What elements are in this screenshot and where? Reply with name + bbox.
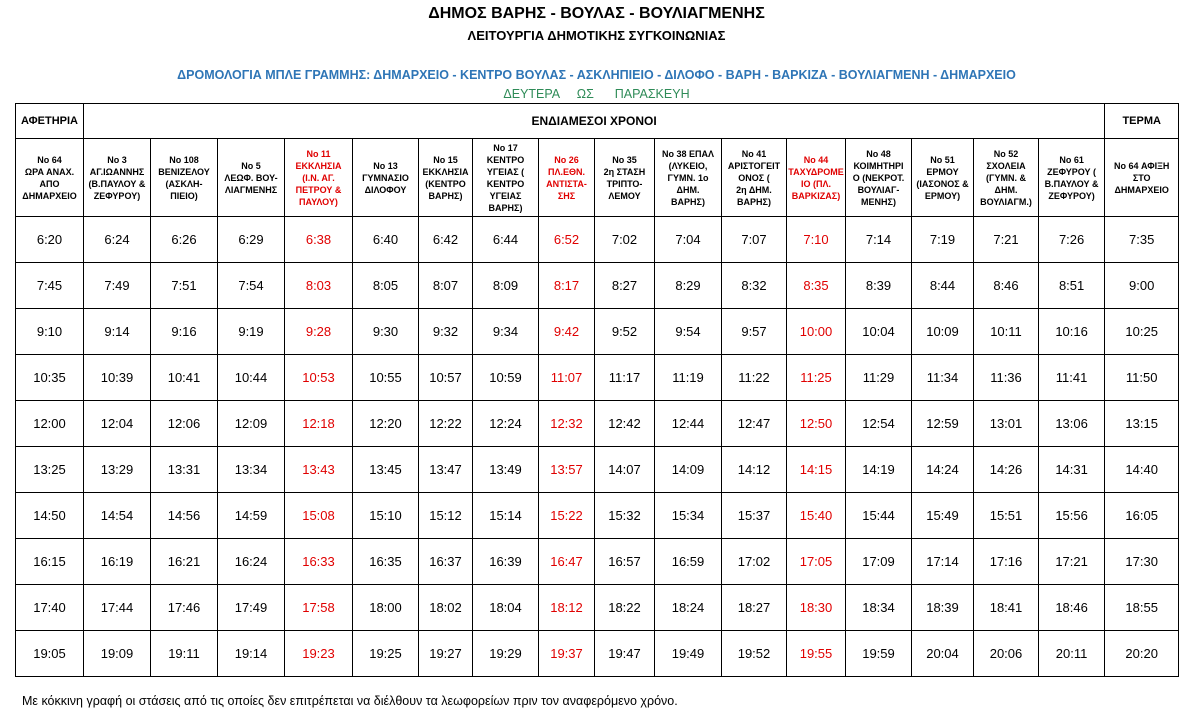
stop-header-line: ΠΛ.ΕΘΝ. (547, 166, 585, 177)
stop-header-line: ΒΑΡΗΣ) (737, 196, 771, 207)
stop-header-line: ΛΕΩΦ. ΒΟΥ- (224, 172, 278, 183)
time-cell: 7:21 (974, 217, 1039, 263)
time-cell: 13:25 (16, 447, 84, 493)
stop-header-line: ΕΡΜΟΥ) (924, 190, 961, 201)
stop-header-line: ΚΟΙΜΗΤΗΡΙ (853, 160, 904, 171)
time-row (16, 263, 1179, 309)
stop-header-line: ΩΡΑ ΑΝΑΧ. (24, 166, 75, 177)
time-cell: 7:02 (595, 217, 655, 263)
stop-header-line: No 11 (306, 148, 331, 159)
time-cell: 19:29 (473, 631, 539, 677)
stop-header-line: ΜΕΝΗΣ) (861, 196, 896, 207)
time-cell: 8:51 (1039, 263, 1105, 309)
stop-header-line: ΖΕΦΥΡΟΥ ( (1047, 166, 1097, 177)
time-row (16, 631, 1179, 677)
time-cell: 7:51 (151, 263, 218, 309)
stop-header-line: ΑΡΙΣΤΟΓΕΙΤ (727, 160, 781, 171)
time-cell: 16:39 (473, 539, 539, 585)
stop-header-line: ΒΕΝΙΖΕΛΟΥ (158, 166, 210, 177)
time-cell: 16:47 (539, 539, 595, 585)
stop-header-line: ΑΓ.ΙΩΑΝΝΗΣ (89, 166, 145, 177)
time-cell: 14:09 (655, 447, 722, 493)
time-cell: 10:00 (787, 309, 846, 355)
time-cell: 9:57 (722, 309, 787, 355)
time-cell: 13:49 (473, 447, 539, 493)
stop-header-line: No 3 (107, 154, 127, 165)
time-cell: 10:09 (912, 309, 974, 355)
stop-header-line: ΛΕΜΟΥ (608, 190, 641, 201)
time-cell: 7:49 (84, 263, 151, 309)
time-cell: 9:14 (84, 309, 151, 355)
time-cell: 15:14 (473, 493, 539, 539)
time-row (16, 401, 1179, 447)
time-cell: 15:22 (539, 493, 595, 539)
time-cell: 17:49 (218, 585, 285, 631)
stop-header-cell (353, 139, 419, 217)
stop-header-line: ΕΚΚΛΗΣΙΑ (422, 166, 469, 177)
time-cell: 9:32 (419, 309, 473, 355)
stop-header-line: ΣΗΣ (557, 190, 576, 201)
time-cell: 17:21 (1039, 539, 1105, 585)
page-subtitle: ΛΕΙΤΟΥΡΓΙΑ ΔΗΜΟΤΙΚΗΣ ΣΥΓΚΟΙΝΩΝΙΑΣ (467, 28, 726, 43)
time-cell: 19:49 (655, 631, 722, 677)
time-cell: 7:14 (846, 217, 912, 263)
time-cell: 9:10 (16, 309, 84, 355)
time-row (16, 585, 1179, 631)
route-description: ΔΡΟΜΟΛΟΓΙΑ ΜΠΛΕ ΓΡΑΜΜΗΣ: ΔΗΜΑΡΧΕΙΟ - ΚΕΝΤΡΟ ΒΟΥΛΑΣ - ΑΣΚΛΗΠΙΕΙΟ - ΔΙΛΟΦΟ - ΒΑΡΗ - ΒΑΡΚΙΖΑ - ΒΟΥΛΙΑΓΜΕΝΗ - ΔΗΜΑΡΧΕΙΟ (177, 68, 1016, 82)
time-cell: 12:54 (846, 401, 912, 447)
stop-header-cell (285, 139, 353, 217)
time-cell: 10:55 (353, 355, 419, 401)
time-cell: 19:37 (539, 631, 595, 677)
time-cell: 19:23 (285, 631, 353, 677)
time-cell: 17:16 (974, 539, 1039, 585)
time-cell: 14:56 (151, 493, 218, 539)
time-cell: 11:22 (722, 355, 787, 401)
stop-header-line: ΓΥΜΝΑΣΙΟ (362, 172, 409, 183)
time-cell: 12:20 (353, 401, 419, 447)
time-cell: 18:30 (787, 585, 846, 631)
stop-header-line: No 52 (993, 148, 1019, 159)
stop-header-line: ΖΕΦΥΡΟΥ) (1048, 190, 1095, 201)
time-cell: 18:46 (1039, 585, 1105, 631)
stop-header-cell (539, 139, 595, 217)
stop-header-line: 2η ΣΤΑΣΗ (603, 166, 646, 177)
time-cell: 19:05 (16, 631, 84, 677)
stop-header-line: ΔΗΜ. (676, 184, 700, 195)
time-cell: 13:01 (974, 401, 1039, 447)
stop-header-line: Ο (ΝΕΚΡΟΤ. (852, 172, 905, 183)
time-cell: 9:34 (473, 309, 539, 355)
stop-header-line: ΒΟΥΛΙΑΓΜ.) (980, 196, 1032, 207)
time-cell: 12:44 (655, 401, 722, 447)
stop-header-cell (912, 139, 974, 217)
stop-header-line: (Ι.Ν. ΑΓ. (302, 172, 335, 183)
time-cell: 19:59 (846, 631, 912, 677)
time-cell: 13:45 (353, 447, 419, 493)
time-cell: 15:10 (353, 493, 419, 539)
time-cell: 17:09 (846, 539, 912, 585)
time-cell: 7:35 (1105, 217, 1179, 263)
stop-header-line: No 13 (373, 160, 398, 171)
time-cell: 18:24 (655, 585, 722, 631)
time-cell: 11:34 (912, 355, 974, 401)
stop-header-line: ΟΝΟΣ ( (738, 172, 770, 183)
stop-header-line: No 17 (493, 142, 518, 153)
time-cell: 6:20 (16, 217, 84, 263)
time-cell: 13:47 (419, 447, 473, 493)
time-cell: 8:44 (912, 263, 974, 309)
time-cell: 7:45 (16, 263, 84, 309)
stop-header-line: No 64 (37, 154, 62, 165)
footnote: Με κόκκινη γραφή οι στάσεις από τις οποίες δεν επιτρέπεται να διέλθουν τα λεωφορείων πριν τον αναφερόμενο χρόνο. (22, 694, 678, 708)
time-cell: 9:52 (595, 309, 655, 355)
header-middle: ΕΝΔΙΑΜΕΣΟΙ ΧΡΟΝΟΙ (84, 104, 1105, 139)
stop-header-cell (473, 139, 539, 217)
header-end: ΤΕΡΜΑ (1105, 104, 1179, 139)
time-cell: 18:12 (539, 585, 595, 631)
time-cell: 10:57 (419, 355, 473, 401)
time-cell: 9:42 (539, 309, 595, 355)
time-cell: 17:02 (722, 539, 787, 585)
time-cell: 12:59 (912, 401, 974, 447)
time-cell: 16:59 (655, 539, 722, 585)
stop-header-line: ΤΡΙΠΤΟ- (606, 178, 643, 189)
time-cell: 10:59 (473, 355, 539, 401)
time-cell: 17:40 (16, 585, 84, 631)
time-cell: 13:43 (285, 447, 353, 493)
time-cell: 16:37 (419, 539, 473, 585)
time-cell: 17:30 (1105, 539, 1179, 585)
time-row (16, 355, 1179, 401)
stop-header-line: ΣΤΟ (1132, 172, 1151, 183)
time-cell: 8:09 (473, 263, 539, 309)
time-cell: 18:27 (722, 585, 787, 631)
time-cell: 15:40 (787, 493, 846, 539)
time-cell: 14:31 (1039, 447, 1105, 493)
time-cell: 7:19 (912, 217, 974, 263)
time-cell: 6:38 (285, 217, 353, 263)
stop-header-line: ΔΗΜΑΡΧΕΙΟ (1114, 184, 1169, 195)
time-cell: 16:05 (1105, 493, 1179, 539)
time-cell: 12:06 (151, 401, 218, 447)
stop-header-line: ΑΝΤΙΣΤΑ- (546, 178, 587, 189)
time-cell: 15:51 (974, 493, 1039, 539)
time-cell: 16:21 (151, 539, 218, 585)
time-cell: 18:55 (1105, 585, 1179, 631)
time-cell: 12:22 (419, 401, 473, 447)
time-cell: 8:39 (846, 263, 912, 309)
stop-header-line: (ΙΑΣΟΝΟΣ & (916, 178, 969, 189)
time-cell: 13:31 (151, 447, 218, 493)
time-cell: 10:53 (285, 355, 353, 401)
stop-header-line: ΠΙΕΙΟ) (170, 190, 198, 201)
time-cell: 20:04 (912, 631, 974, 677)
time-cell: 8:07 (419, 263, 473, 309)
stop-header-line: ΣΧΟΛΕΙΑ (986, 160, 1026, 171)
time-cell: 14:40 (1105, 447, 1179, 493)
time-cell: 15:34 (655, 493, 722, 539)
time-cell: 8:05 (353, 263, 419, 309)
stop-header-line: ΒΑΡΗΣ) (488, 202, 523, 213)
time-cell: 18:02 (419, 585, 473, 631)
stop-header-line: ΒΑΡΗΣ) (671, 196, 705, 207)
stop-header-line: No 48 (866, 148, 891, 159)
time-cell: 14:59 (218, 493, 285, 539)
stop-header-cell (974, 139, 1039, 217)
stop-header-line: ΠΕΤΡΟΥ & (295, 184, 342, 195)
time-cell: 19:25 (353, 631, 419, 677)
time-cell: 10:11 (974, 309, 1039, 355)
time-cell: 10:04 (846, 309, 912, 355)
time-cell: 6:24 (84, 217, 151, 263)
time-cell: 17:46 (151, 585, 218, 631)
time-cell: 15:56 (1039, 493, 1105, 539)
time-cell: 7:26 (1039, 217, 1105, 263)
time-cell: 17:14 (912, 539, 974, 585)
time-cell: 15:32 (595, 493, 655, 539)
time-cell: 10:35 (16, 355, 84, 401)
stop-header-line: ΒΑΡΗΣ) (428, 190, 463, 201)
time-cell: 6:42 (419, 217, 473, 263)
stop-header-line: ΤΑΧΥΔΡΟΜΕ (788, 166, 844, 177)
time-cell: 13:57 (539, 447, 595, 493)
time-cell: 20:11 (1039, 631, 1105, 677)
time-cell: 19:52 (722, 631, 787, 677)
time-cell: 16:57 (595, 539, 655, 585)
stop-header-line: ΑΠΟ (39, 178, 60, 189)
time-cell: 19:55 (787, 631, 846, 677)
operating-days: ΔΕΥΤΕΡΑ ΩΣ ΠΑΡΑΣΚΕΥΗ (503, 87, 690, 101)
time-cell: 9:00 (1105, 263, 1179, 309)
time-row (16, 539, 1179, 585)
stop-header-cell (787, 139, 846, 217)
time-cell: 17:05 (787, 539, 846, 585)
time-cell: 10:41 (151, 355, 218, 401)
time-cell: 16:33 (285, 539, 353, 585)
time-cell: 7:10 (787, 217, 846, 263)
time-cell: 14:26 (974, 447, 1039, 493)
time-cell: 7:54 (218, 263, 285, 309)
time-cell: 6:29 (218, 217, 285, 263)
time-cell: 18:22 (595, 585, 655, 631)
time-cell: 9:54 (655, 309, 722, 355)
stop-header-line: ΙΟ (ΠΛ. (800, 178, 831, 189)
stop-header-line: ΚΕΝΤΡΟ (486, 178, 525, 189)
time-cell: 18:39 (912, 585, 974, 631)
time-cell: 14:12 (722, 447, 787, 493)
time-cell: 10:25 (1105, 309, 1179, 355)
time-cell: 12:24 (473, 401, 539, 447)
stop-header-line: (ΓΥΜΝ. & (986, 172, 1026, 183)
time-cell: 15:37 (722, 493, 787, 539)
stop-header-line: No 64 ΑΦΙΞΗ (1113, 160, 1170, 171)
time-cell: 6:44 (473, 217, 539, 263)
time-cell: 10:16 (1039, 309, 1105, 355)
stop-header-line: ΒΟΥΛΙΑΓ- (857, 184, 900, 195)
stop-header-cell (595, 139, 655, 217)
time-row (16, 493, 1179, 539)
time-cell: 9:28 (285, 309, 353, 355)
stop-header-line: No 26 (554, 154, 579, 165)
stop-header-line: (ΑΣΚΛΗ- (165, 178, 203, 189)
time-cell: 17:58 (285, 585, 353, 631)
header-row (16, 104, 1179, 139)
stop-header-line: No 108 (169, 154, 199, 165)
time-cell: 20:06 (974, 631, 1039, 677)
time-cell: 6:26 (151, 217, 218, 263)
time-cell: 11:41 (1039, 355, 1105, 401)
stop-header-line: ΚΕΝΤΡΟ (486, 154, 525, 165)
time-cell: 13:06 (1039, 401, 1105, 447)
stop-header-line: ΥΓΕΙΑΣ ( (486, 166, 525, 177)
time-cell: 8:32 (722, 263, 787, 309)
time-cell: 12:32 (539, 401, 595, 447)
time-cell: 8:35 (787, 263, 846, 309)
time-cell: 14:19 (846, 447, 912, 493)
time-cell: 18:34 (846, 585, 912, 631)
stop-header-line: (ΚΕΝΤΡΟ (425, 178, 466, 189)
stop-header-cell (1039, 139, 1105, 217)
stop-header-cell (722, 139, 787, 217)
time-cell: 11:36 (974, 355, 1039, 401)
time-cell: 17:44 (84, 585, 151, 631)
time-row (16, 217, 1179, 263)
stop-header-cell (846, 139, 912, 217)
stop-header-line: ΒΑΡΚΙΖΑΣ) (791, 190, 841, 201)
time-cell: 13:29 (84, 447, 151, 493)
stop-header-line: No 41 (741, 148, 767, 159)
time-cell: 13:34 (218, 447, 285, 493)
stop-header-line: No 38 ΕΠΑΛ (661, 148, 714, 159)
time-cell: 11:29 (846, 355, 912, 401)
stop-header-cell (1105, 139, 1179, 217)
stop-header-line: ΕΡΜΟΥ (926, 166, 959, 177)
time-cell: 13:15 (1105, 401, 1179, 447)
time-cell: 7:04 (655, 217, 722, 263)
time-cell: 9:30 (353, 309, 419, 355)
time-cell: 14:15 (787, 447, 846, 493)
stop-header-line: No 61 (1059, 154, 1084, 165)
header-start: ΑΦΕΤΗΡΙΑ (16, 104, 84, 139)
stop-header-line: ΠΑΥΛΟΥ) (299, 196, 338, 207)
stop-header-line: ΔΗΜΑΡΧΕΙΟ (22, 190, 77, 201)
stop-header-line: ΕΚΚΛΗΣΙΑ (295, 160, 342, 171)
time-cell: 14:50 (16, 493, 84, 539)
time-cell: 12:00 (16, 401, 84, 447)
time-cell: 15:44 (846, 493, 912, 539)
stop-header-line: Β.ΠΑΥΛΟΥ & (1044, 178, 1099, 189)
time-cell: 15:08 (285, 493, 353, 539)
time-cell: 12:42 (595, 401, 655, 447)
time-cell: 11:25 (787, 355, 846, 401)
stop-header-line: ΔΙΛΟΦΟΥ (364, 184, 407, 195)
time-cell: 10:44 (218, 355, 285, 401)
stop-header-line: No 35 (612, 154, 637, 165)
time-cell: 16:24 (218, 539, 285, 585)
time-cell: 15:12 (419, 493, 473, 539)
time-row (16, 447, 1179, 493)
stop-header-cell (655, 139, 722, 217)
time-cell: 9:19 (218, 309, 285, 355)
stop-header-cell (151, 139, 218, 217)
stop-header-line: ΥΓΕΙΑΣ (489, 190, 522, 201)
time-cell: 12:47 (722, 401, 787, 447)
time-row (16, 309, 1179, 355)
stop-header-line: ΛΙΑΓΜΕΝΗΣ (224, 184, 278, 195)
time-cell: 8:27 (595, 263, 655, 309)
time-cell: 8:17 (539, 263, 595, 309)
time-cell: 12:50 (787, 401, 846, 447)
time-cell: 7:07 (722, 217, 787, 263)
time-cell: 15:49 (912, 493, 974, 539)
stop-header-line: ΖΕΦΥΡΟΥ) (93, 190, 141, 201)
time-cell: 19:14 (218, 631, 285, 677)
time-cell: 18:00 (353, 585, 419, 631)
time-cell: 11:07 (539, 355, 595, 401)
time-cell: 8:29 (655, 263, 722, 309)
time-cell: 8:03 (285, 263, 353, 309)
time-cell: 19:27 (419, 631, 473, 677)
time-cell: 10:39 (84, 355, 151, 401)
stop-header-line: (ΛΥΚΕΙΟ, (668, 160, 708, 171)
stop-header-line: No 44 (803, 154, 829, 165)
stop-header-cell (419, 139, 473, 217)
time-cell: 9:16 (151, 309, 218, 355)
time-cell: 19:11 (151, 631, 218, 677)
stop-header-line: (Β.ΠΑΥΛΟΥ & (88, 178, 146, 189)
time-cell: 11:19 (655, 355, 722, 401)
time-cell: 6:40 (353, 217, 419, 263)
page-title: ΔΗΜΟΣ ΒΑΡΗΣ - ΒΟΥΛΑΣ - ΒΟΥΛΙΑΓΜΕΝΗΣ (428, 5, 765, 22)
stop-header-line: No 51 (930, 154, 955, 165)
time-cell: 18:04 (473, 585, 539, 631)
stop-header-line: No 15 (433, 154, 458, 165)
stop-header-cell (218, 139, 285, 217)
stop-header-line: 2η ΔΗΜ. (736, 184, 772, 195)
schedule-table (15, 103, 1179, 677)
time-cell: 16:35 (353, 539, 419, 585)
time-cell: 6:52 (539, 217, 595, 263)
time-cell: 20:20 (1105, 631, 1179, 677)
time-cell: 11:17 (595, 355, 655, 401)
stops-row (16, 139, 1179, 217)
time-cell: 11:50 (1105, 355, 1179, 401)
stop-header-cell (84, 139, 151, 217)
time-cell: 16:19 (84, 539, 151, 585)
stop-header-line: No 5 (241, 160, 261, 171)
time-cell: 16:15 (16, 539, 84, 585)
time-cell: 14:07 (595, 447, 655, 493)
time-cell: 18:41 (974, 585, 1039, 631)
time-cell: 8:46 (974, 263, 1039, 309)
time-cell: 12:04 (84, 401, 151, 447)
time-cell: 19:47 (595, 631, 655, 677)
stop-header-cell (16, 139, 84, 217)
time-cell: 12:18 (285, 401, 353, 447)
stop-header-line: ΓΥΜΝ. 1ο (667, 172, 709, 183)
time-cell: 14:24 (912, 447, 974, 493)
time-cell: 19:09 (84, 631, 151, 677)
time-cell: 12:09 (218, 401, 285, 447)
time-cell: 14:54 (84, 493, 151, 539)
stop-header-line: ΔΗΜ. (994, 184, 1018, 195)
